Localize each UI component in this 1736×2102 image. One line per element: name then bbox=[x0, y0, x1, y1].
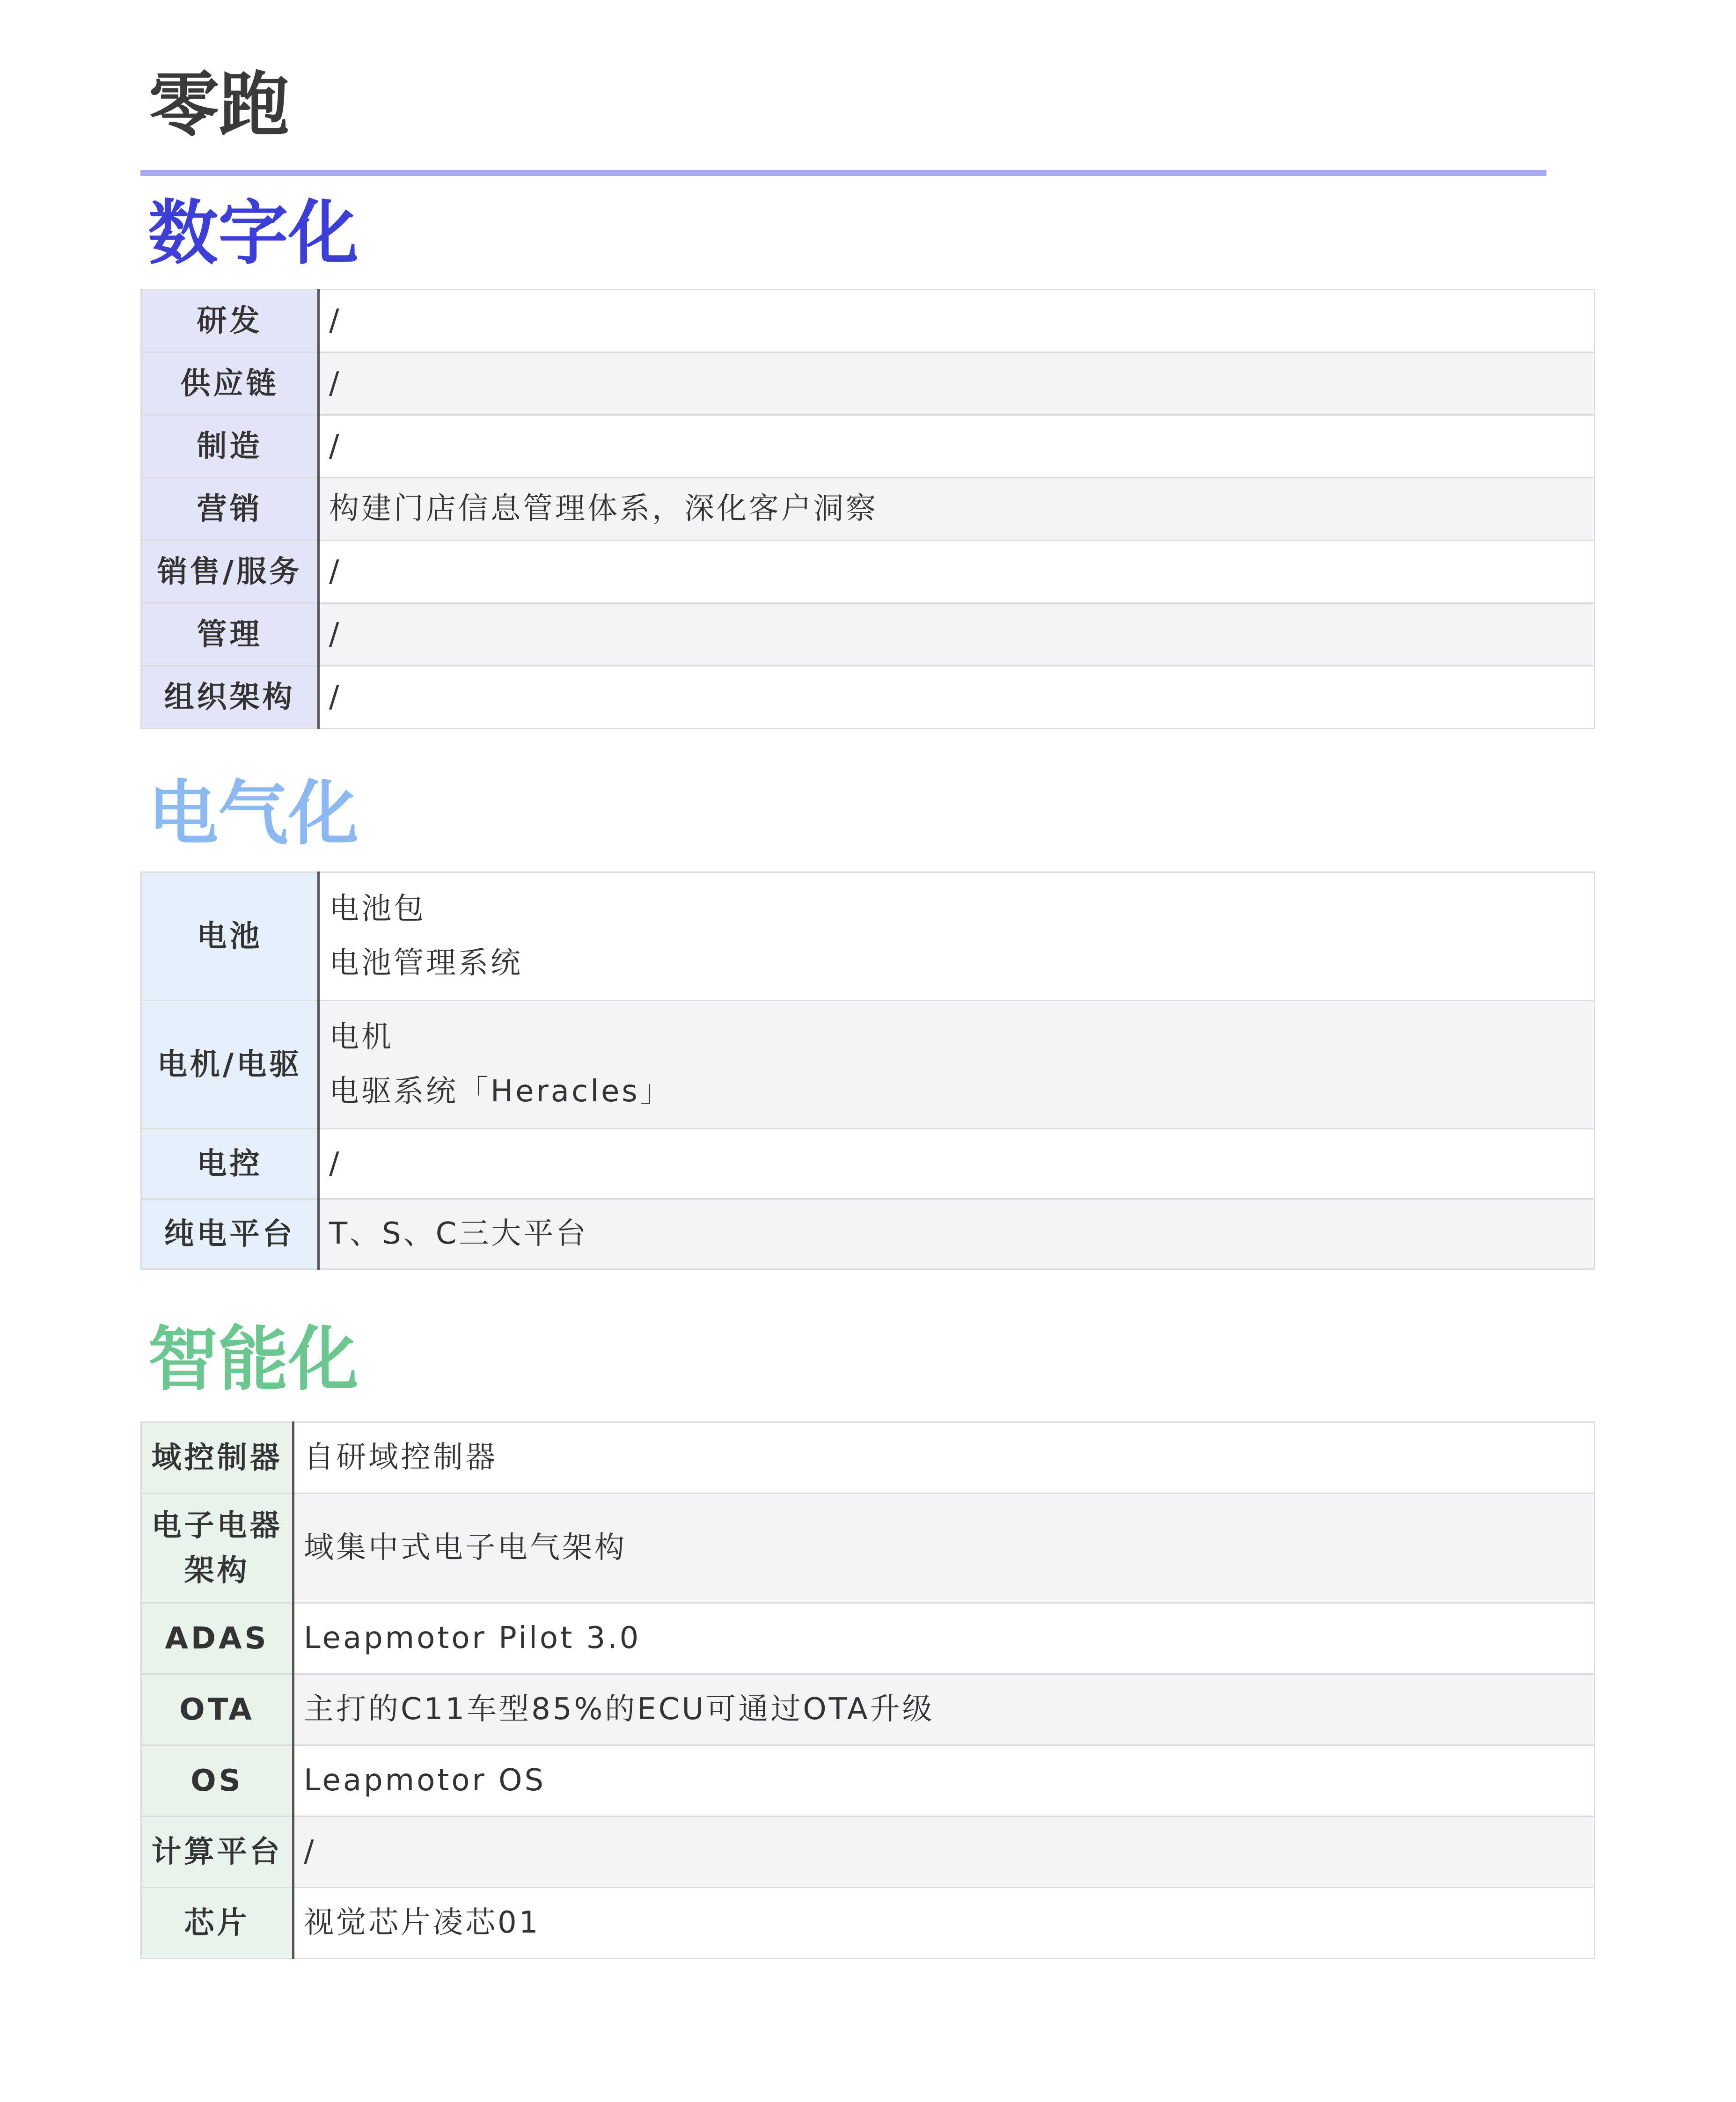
row-label: 制造 bbox=[141, 415, 319, 478]
row-label: ADAS bbox=[141, 1603, 293, 1674]
row-label: 组织架构 bbox=[141, 666, 319, 729]
row-value: / bbox=[319, 541, 1595, 603]
label-line: 架构 bbox=[184, 1553, 250, 1588]
row-label: 芯片 bbox=[141, 1888, 293, 1959]
row-value: / bbox=[293, 1816, 1595, 1888]
table-row bbox=[141, 1888, 1595, 1959]
row-value: / bbox=[319, 603, 1595, 666]
table-row bbox=[141, 603, 1595, 666]
row-value: / bbox=[319, 666, 1595, 729]
row-value: 构建门店信息管理体系，深化客户洞察 bbox=[319, 478, 1595, 541]
row-label: 管理 bbox=[141, 603, 319, 666]
table-row bbox=[141, 415, 1595, 478]
table-row bbox=[141, 1129, 1595, 1199]
value-line: 电驱系统「Heracles」 bbox=[329, 1074, 672, 1109]
row-label: 计算平台 bbox=[141, 1816, 293, 1888]
table-row bbox=[141, 1674, 1595, 1745]
table-row bbox=[141, 1494, 1595, 1603]
row-value bbox=[319, 872, 1595, 1001]
table-row bbox=[141, 478, 1595, 541]
row-value: / bbox=[319, 290, 1595, 352]
value-line: 电池管理系统 bbox=[329, 945, 523, 981]
section-heading-digital: 数字化 bbox=[148, 193, 359, 274]
row-label: 电机/电驱 bbox=[141, 1001, 319, 1129]
table-row bbox=[141, 1816, 1595, 1888]
table-row bbox=[141, 352, 1595, 415]
table-row bbox=[141, 290, 1595, 352]
row-value bbox=[319, 1001, 1595, 1129]
row-value: / bbox=[319, 352, 1595, 415]
row-label: 研发 bbox=[141, 290, 319, 352]
electric-table bbox=[140, 872, 1595, 1270]
row-label: 电池 bbox=[141, 872, 319, 1001]
table-row bbox=[141, 1422, 1595, 1494]
table-row bbox=[141, 1603, 1595, 1674]
row-label: 营销 bbox=[141, 478, 319, 541]
table-row bbox=[141, 666, 1595, 729]
row-value: / bbox=[319, 1129, 1595, 1199]
row-label: 供应链 bbox=[141, 352, 319, 415]
row-value: Leapmotor OS bbox=[293, 1745, 1595, 1816]
value-line: 电机 bbox=[329, 1020, 394, 1055]
row-label bbox=[141, 1494, 293, 1603]
table-row bbox=[141, 1199, 1595, 1269]
table-row bbox=[141, 1001, 1595, 1129]
section-heading-intelligent: 智能化 bbox=[148, 1319, 359, 1400]
table-row bbox=[141, 872, 1595, 1001]
row-label: OTA bbox=[141, 1674, 293, 1745]
page-title: 零跑 bbox=[149, 65, 290, 146]
intelligent-table bbox=[140, 1421, 1595, 1959]
value-line: 电池包 bbox=[329, 892, 426, 927]
row-value: Leapmotor Pilot 3.0 bbox=[293, 1603, 1595, 1674]
label-line: 电子电器 bbox=[151, 1508, 283, 1543]
digital-table bbox=[140, 289, 1595, 729]
title-divider bbox=[140, 170, 1546, 176]
table-row bbox=[141, 1745, 1595, 1816]
row-value: 主打的C11车型85%的ECU可通过OTA升级 bbox=[293, 1674, 1595, 1745]
table-row bbox=[141, 541, 1595, 603]
row-label: 销售/服务 bbox=[141, 541, 319, 603]
row-value: 域集中式电子电气架构 bbox=[293, 1494, 1595, 1603]
section-heading-electric: 电气化 bbox=[148, 773, 359, 855]
row-value: 视觉芯片凌芯01 bbox=[293, 1888, 1595, 1959]
row-label: OS bbox=[141, 1745, 293, 1816]
row-value: 自研域控制器 bbox=[293, 1422, 1595, 1494]
row-label: 域控制器 bbox=[141, 1422, 293, 1494]
row-value: T、S、C三大平台 bbox=[319, 1199, 1595, 1269]
row-label: 电控 bbox=[141, 1129, 319, 1199]
row-label: 纯电平台 bbox=[141, 1199, 319, 1269]
row-value: / bbox=[319, 415, 1595, 478]
